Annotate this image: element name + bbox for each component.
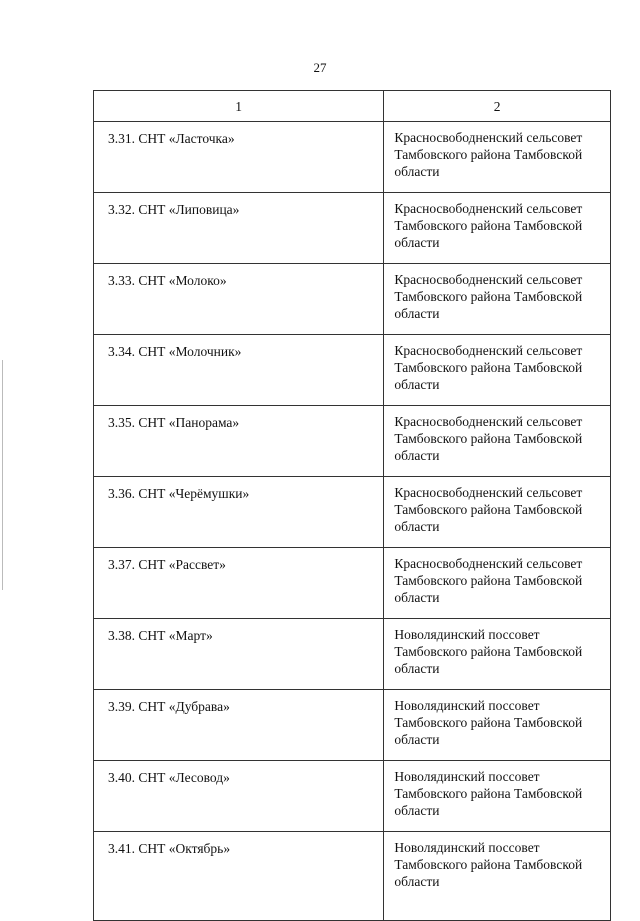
municipality-line: области [394,874,440,889]
municipality-line: Тамбовского района Тамбовской [394,360,583,375]
table-row [94,832,611,921]
scan-margin-mark [2,360,3,590]
table-row [94,406,611,477]
page-number: 27 [313,60,327,75]
municipality-cell [384,690,611,761]
table-row [94,335,611,406]
partnership-name-cell [94,619,384,690]
municipality-cell [384,477,611,548]
municipality-line: Новолядинский поссовет [394,627,540,642]
table-row [94,193,611,264]
column-header-1: 1 [94,91,384,122]
municipality-line: области [394,519,440,534]
table-row [94,761,611,832]
municipality-line: Красносвободненский сельсовет [394,485,583,500]
settlements-table [93,90,611,921]
table-row [94,264,611,335]
municipality-line: Красносвободненский сельсовет [394,201,583,216]
partnership-name-cell [94,193,384,264]
partnership-name: 3.38. СНТ «Март» [108,628,213,643]
municipality-line: области [394,448,440,463]
municipality-line: области [394,661,440,676]
partnership-name-cell [94,548,384,619]
municipality-cell [384,264,611,335]
municipality-line: Тамбовского района Тамбовской [394,644,583,659]
municipality-line: Тамбовского района Тамбовской [394,573,583,588]
municipality-cell [384,619,611,690]
municipality-cell [384,335,611,406]
partnership-name-cell [94,122,384,193]
municipality-line: Красносвободненский сельсовет [394,272,583,287]
partnership-name-cell [94,477,384,548]
partnership-name-cell [94,761,384,832]
municipality-line: Тамбовского района Тамбовской [394,786,583,801]
table-row [94,619,611,690]
municipality-line: Красносвободненский сельсовет [394,556,583,571]
table-header-row [94,91,611,122]
municipality-line: области [394,803,440,818]
partnership-name: 3.32. СНТ «Липовица» [108,202,240,217]
partnership-name-cell [94,832,384,921]
municipality-line: Тамбовского района Тамбовской [394,715,583,730]
municipality-line: Тамбовского района Тамбовской [394,289,583,304]
table-row [94,548,611,619]
municipality-line: Тамбовского района Тамбовской [394,502,583,517]
municipality-cell [384,193,611,264]
table-row [94,690,611,761]
partnership-name: 3.34. СНТ «Молочник» [108,344,242,359]
municipality-line: области [394,732,440,747]
table-row [94,477,611,548]
partnership-name-cell [94,406,384,477]
partnership-name-cell [94,264,384,335]
municipality-line: Красносвободненский сельсовет [394,414,583,429]
table-body [94,122,611,921]
table-row [94,122,611,193]
partnership-name-cell [94,690,384,761]
municipality-line: Красносвободненский сельсовет [394,130,583,145]
partnership-name: 3.33. СНТ «Молоко» [108,273,227,288]
municipality-line: Тамбовского района Тамбовской [394,857,583,872]
municipality-line: Тамбовского района Тамбовской [394,218,583,233]
column-header-2: 2 [384,91,611,122]
municipality-cell [384,406,611,477]
partnership-name: 3.36. СНТ «Черёмушки» [108,486,250,501]
municipality-line: области [394,590,440,605]
municipality-line: Тамбовского района Тамбовской [394,431,583,446]
municipality-line: Новолядинский поссовет [394,840,540,855]
partnership-name-cell [94,335,384,406]
municipality-cell [384,548,611,619]
municipality-line: Красносвободненский сельсовет [394,343,583,358]
partnership-name: 3.40. СНТ «Лесовод» [108,770,230,785]
municipality-line: Новолядинский поссовет [394,698,540,713]
municipality-line: Тамбовского района Тамбовской [394,147,583,162]
partnership-name: 3.39. СНТ «Дубрава» [108,699,230,714]
municipality-line: Новолядинский поссовет [394,769,540,784]
partnership-name: 3.41. СНТ «Октябрь» [108,841,231,856]
municipality-line: области [394,235,440,250]
municipality-cell [384,832,611,921]
partnership-name: 3.35. СНТ «Панорама» [108,415,240,430]
municipality-line: области [394,164,440,179]
partnership-name: 3.31. СНТ «Ласточка» [108,131,235,146]
municipality-line: области [394,306,440,321]
municipality-line: области [394,377,440,392]
municipality-cell [384,122,611,193]
municipality-cell [384,761,611,832]
partnership-name: 3.37. СНТ «Рассвет» [108,557,226,572]
